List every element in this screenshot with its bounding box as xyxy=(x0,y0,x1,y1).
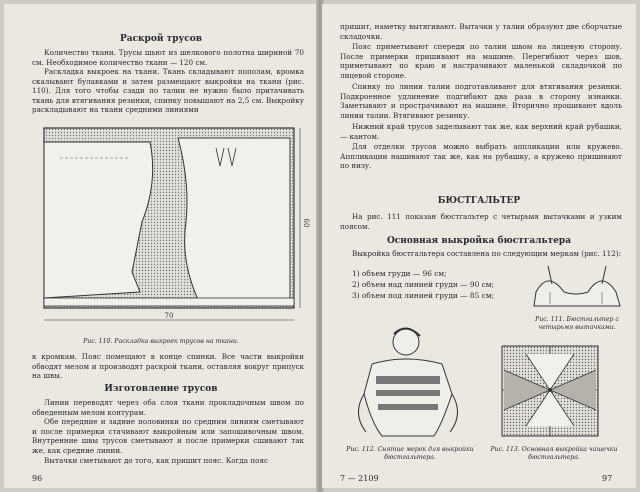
figure-113-cup-pattern xyxy=(494,340,606,444)
caption-figure-110: Рис. 110. Раскладка выкроек трусов на ткани. xyxy=(83,338,239,345)
signature-mark: 7 — 2109 xyxy=(340,474,379,483)
paragraph-measures-intro: Выкройка бюстгальтера составлена по следующим меркам (рис. 112): xyxy=(352,249,621,258)
figure-width-label: 70 xyxy=(164,312,174,320)
paragraph-elastic: Спинку по линии талии подготавливают для втягивания резинки. Подкроенное удлинение подгибают два раза в сторону изнанки. Заметывают и прострачивают на машине. Вторично прошивают вдоль линии талии. Втягивают резинку. xyxy=(340,82,622,120)
paragraph-hem: Нижний край трусов заделывают так же, как верхний край рубашки, — кантом. xyxy=(340,122,622,141)
paragraph-lines: Линии переводят через оба слоя ткани прокладочным швом по обведенным мелом контурам. xyxy=(32,398,304,417)
right-page xyxy=(322,4,636,488)
measure-item: 2) объем над линией груди — 90 см; xyxy=(352,280,495,289)
page-number-right: 97 xyxy=(602,474,613,483)
paragraph-seams: Обе передние и задние половинки по средним линиям сметывают и после примерки стачивают выкройным или запошивочным швом. Внутренние швы трусов сметывают и после примерки сшивают так же, как средние линии. xyxy=(32,417,304,455)
measure-item: 1) объем груди — 96 см; xyxy=(352,269,447,278)
caption-figure-111: Рис. 111. Бюстгальтер с четырьмя вытачками. xyxy=(535,316,619,331)
figure-height-label: 60 xyxy=(302,218,310,228)
paragraph-fabric-amount: Количество ткани. Трусы шьют из шелкового полотна шириной 70 см. Необходимое количество ткани — 120 см. xyxy=(32,48,304,67)
paragraph-belt-2: Пояс приметывают спереди по талии швом на лицевую сторону. После примерки пришивают на машине. Перегибают через шов, приметывают по краю и настрачивают маленькой складочкой по лицевой стороне. xyxy=(340,42,622,80)
page-number-left: 96 xyxy=(32,474,43,483)
paragraph-trim: Для отделки трусов можно выбрать аппликации или кружево. Аппликации нашивают так же, как на рубашку, а кружево пришивают по низу. xyxy=(340,142,622,171)
figure-112-measurements xyxy=(342,324,482,444)
measure-item: 3) объем под линией груди — 85 см; xyxy=(352,291,495,300)
paragraph-pieces: к кромкам. Пояс помещают в конце спинки. Все части выкройки обводят мелом и производят раскрой ткани, оставляя вокруг припуск на швы. xyxy=(32,352,304,381)
heading-cut-shorts: Раскрой трусов xyxy=(119,34,203,44)
heading-bra: БЮСТГАЛЬТЕР xyxy=(437,196,521,206)
left-page xyxy=(4,4,318,488)
paragraph-belt-1: пришит, наметку вытягивают. Вытачки у талии образуют две сборчатые складочки. xyxy=(340,22,622,41)
paragraph-bra-intro: На рис. 111 показан бюстгальтер с четырьмя вытачками и узким поясом. xyxy=(340,212,622,231)
paragraph-layout: Раскладка выкроек на ткани. Ткань складывают пополам, кромка скалывают булавками и затем размещают выкройки на ткани (рис. 110). Для того чтобы сзади по талии не нужно было притачивать ткань для втягивания резинки, спинку повышают на 2,5 см. Выкройку раскладывают на ткани средними линиями xyxy=(32,67,304,115)
heading-bra-pattern: Основная выкройка бюстгальтера xyxy=(386,236,572,246)
heading-make-shorts: Изготовление трусов xyxy=(104,384,218,394)
measures-list xyxy=(352,268,494,301)
figure-110-layout xyxy=(30,122,310,334)
caption-figure-112: Рис. 112. Снятие мерок для выкройки бюстгальтера. xyxy=(346,446,474,461)
paragraph-darts: Вытачки сметывают до того, как пришит пояс. Когда пояс xyxy=(44,456,269,465)
caption-figure-113: Рис. 113. Основная выкройка чашечки бюстгальтера. xyxy=(490,446,618,461)
figure-111-bra xyxy=(528,262,628,314)
